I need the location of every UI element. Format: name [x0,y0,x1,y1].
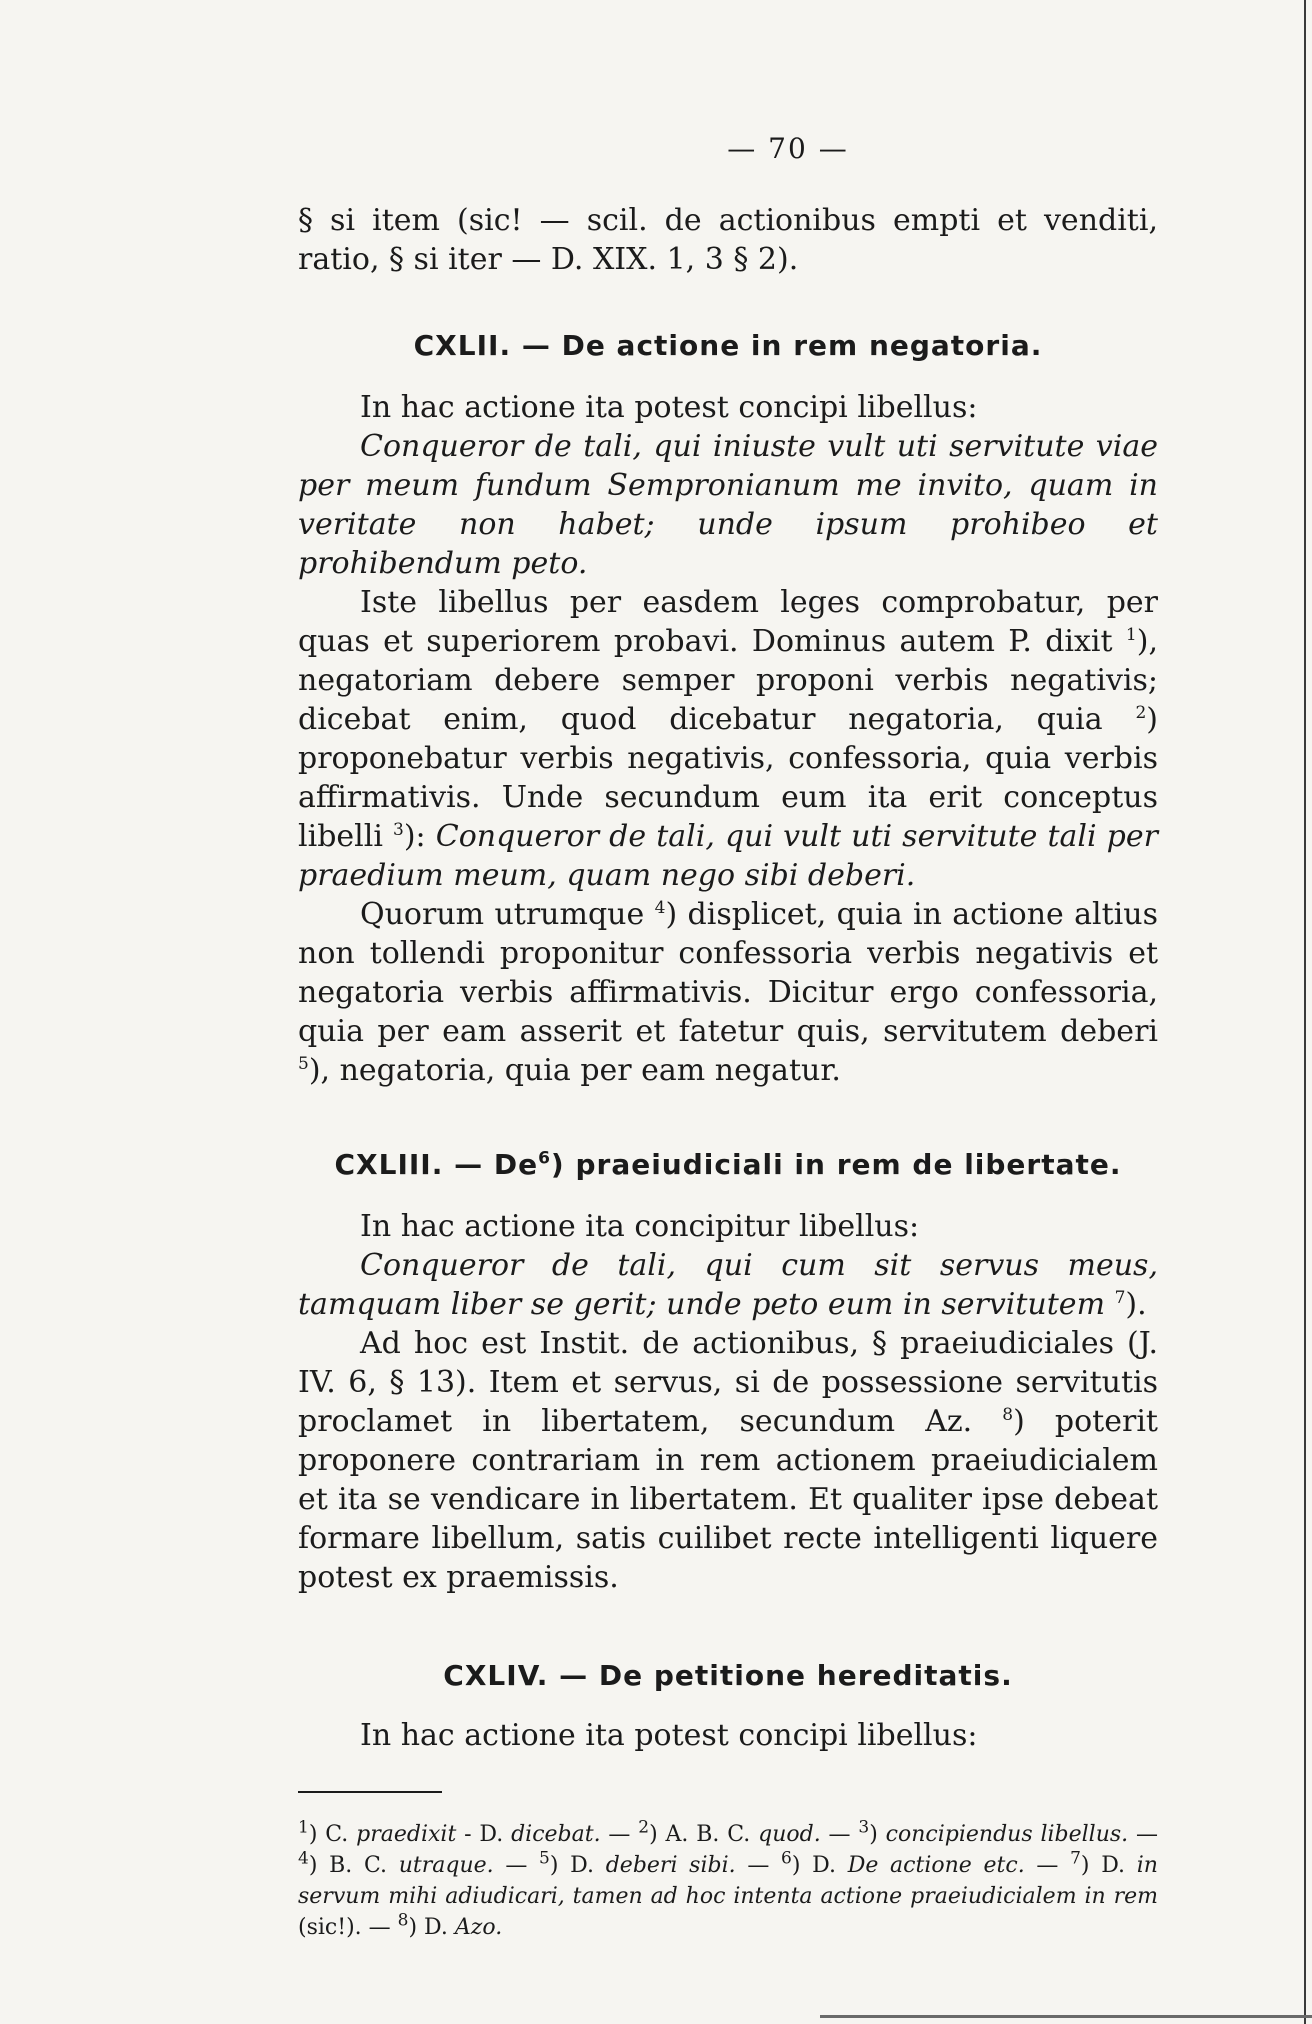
text-run: Azo. [454,1915,503,1940]
section-heading-cxliii [298,1148,1158,1181]
text-run: ), negatoriam debere semper proponi verbis negativis; dicebat enim, quod dicebatur negatoria, quia [298,624,1158,737]
formula-cxlii: Conqueror de tali, qui iniuste vult uti servitute viae per meum fundum Sempronianum me invito, quam in veritate non habet; unde ipsum prohibeo et prohibendum peto. [298,429,1158,581]
paragraph-intro-cxlii: In hac actione ita potest concipi libellus: [360,390,978,425]
text-run: De actione etc. [847,1853,1025,1878]
formula-cxliii [298,1246,1158,1324]
text-run: ) poterit proponere contrariam in rem actionem praeiudicialem et ita se vendicare in libertatem. Et qualiter ipse debeat formare libellum, satis cuilibet recte intelligenti liquere potest ex praemissis. [298,1404,1158,1595]
footnote-divider [298,1791,442,1793]
text-run: concipiendus libellus. [885,1822,1129,1847]
page-edge-bottom [820,2015,1312,2018]
paragraph-critique-cxlii [298,895,1158,1090]
footnote-ref-7: 7 [1114,1288,1126,1308]
footnotes: $^1$) C. praedixit - D. dicebat. — $^2$) A. B. C. quod. — $^3$) concipiendus libellus. — $^4$) B. C. utraque. — $^5$) D. deberi sibi. — $^6$) D. De actione etc. — $^7$) D. in servum mihi adiudicari, tamen ad hoc intenta actione praeiudicialem in rem (sic!). — $^8$) D. Azo. [298,1817,1158,1940]
footnote-ref-3: 3 [393,820,404,840]
text-run: ) D. [791,1853,848,1878]
footnote-mark-6: 6 [781,1848,792,1869]
text-run: praedixit [356,1822,457,1847]
page-number: — 70 — [727,132,849,165]
text-run: Iste libellus per easdem leges comprobatur, per quas et superiorem probavi. Dominus autem P. dixit [298,585,1158,659]
footnote-ref-8: 8 [1002,1405,1014,1425]
text-run: ) A. B. C. [649,1822,759,1847]
text-run: Ad hoc est Instit. de actionibus, § praeiudiciales (J. IV. 6, § 13). Item et servus, si de possessione servitutis proclamet in libertatem, secundum Az. [298,1326,1158,1439]
text-run: CXLIII. — De [334,1148,539,1181]
footnote-mark-5: 5 [539,1848,550,1869]
text-run: (sic!). [298,1915,362,1940]
text-run: ) D. [408,1915,455,1940]
text-run: Quorum utrumque [360,897,645,932]
paragraph-intro-cxliii: In hac actione ita concipitur libellus: [360,1209,920,1244]
paragraph-intro-cxliv: In hac actione ita potest concipi libellus: [360,1718,978,1753]
text-run: in servum mihi adiudicari, tamen ad hoc intenta actione praeiudicialem in rem [298,1853,1158,1909]
footnote-mark-3: 3 [858,1817,870,1838]
footnote-ref-4: 4 [654,898,666,918]
page-edge-right [1304,0,1306,2024]
text-run: ), negatoria, quia per eam negatur. [308,1053,841,1088]
text-run: ): [403,819,436,854]
text-run: ) praeiudiciali in rem de libertate. [550,1148,1122,1181]
text-run: utraque. [398,1853,494,1878]
paragraph-commentary-cxlii [298,583,1158,895]
section-heading-cxliv: CXLIV. — De petitione hereditatis. [443,1659,1013,1692]
text-run: ) B. C. [308,1853,399,1878]
text-run: ) proponebatur verbis negativis, confessoria, quia verbis affirmativis. Unde secundum eum ita erit conceptus libelli [298,702,1158,854]
text-run: ) C. [308,1822,357,1847]
text-run: deberi sibi. [605,1853,736,1878]
text-run: Conqueror de tali, qui cum sit servus meus, tamquam liber se gerit; unde peto eum in servitutem [298,1248,1158,1322]
footnote-mark-7: 7 [1070,1848,1081,1869]
footnote-ref-2: 2 [1135,703,1147,723]
section-heading-cxlii: CXLII. — De actione in rem negatoria. [413,329,1043,362]
paragraph-commentary-cxliii [298,1324,1158,1597]
text-run: ) displicet, quia in actione altius non tollendi proponitur confessoria verbis negativis et negatoria verbis affirmativis. Dicitur ergo confessoria, quia per eam asserit et fatetur quis, servitutem deberi [298,897,1158,1049]
footnote-ref-5: 5 [298,1054,309,1074]
footnote-mark-4: 4 [298,1848,309,1869]
text-column [298,132,1158,1943]
footnote-mark-2: 2 [638,1817,650,1838]
footnote-mark-8: 8 [397,1910,409,1931]
footnote-ref-6: 6 [538,1148,551,1169]
text-run: quod. [758,1822,821,1847]
text-run: ). [1125,1287,1147,1322]
footnote-mark-1: 1 [298,1817,309,1838]
footnote-ref-1: 1 [1125,625,1137,645]
formula-inline: Conqueror de tali, qui vult uti servitute tali per praedium meum, quam nego sibi deberi. [298,819,1158,893]
text-run: ) D. [549,1853,606,1878]
text-run: ) D. [1080,1853,1137,1878]
text-run: dicebat. [511,1822,601,1847]
text-run: - D. [456,1822,512,1847]
carryover-paragraph: § si item (sic! — scil. de actionibus empti et venditi, ratio, § si iter — D. XIX. 1, 3 § 2). [298,203,1158,277]
